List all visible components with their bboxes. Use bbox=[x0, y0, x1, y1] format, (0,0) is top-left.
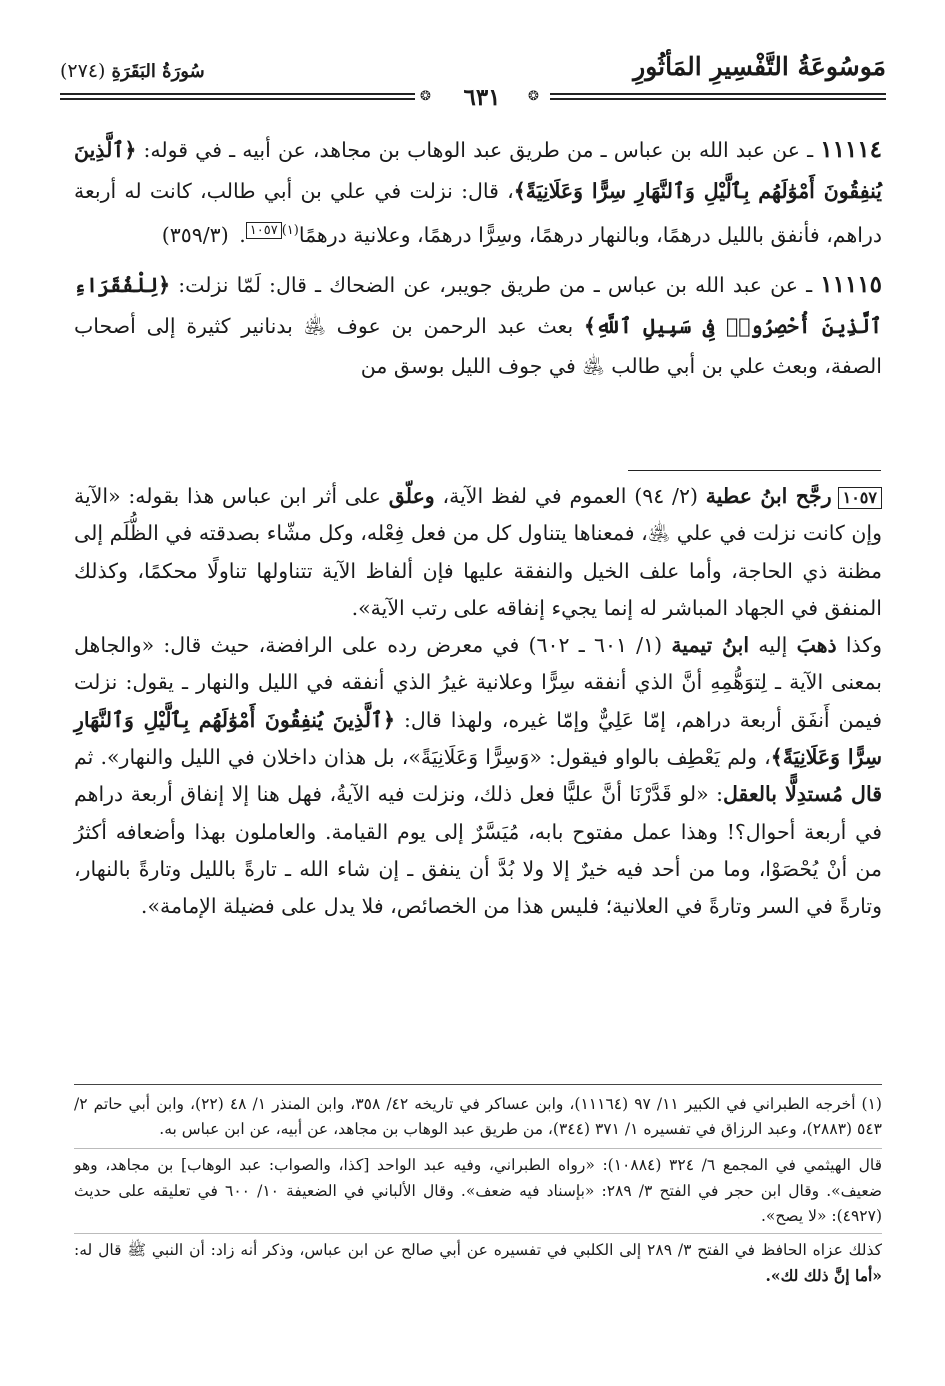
footnote bbox=[74, 1233, 882, 1289]
source-reference: (٣٥٩/٣) bbox=[161, 222, 229, 247]
commentary-verb: ذهبَ bbox=[796, 633, 837, 658]
quran-verse: ﴿لِلْفُقَرَاءِ ٱلَّذِينَ أُحْصِرُوا۟ فِى سَبِيلِ ٱللَّهِ﴾ bbox=[74, 273, 883, 338]
scholar-name: ابنُ تيمية bbox=[671, 633, 750, 658]
commentary-text: (١/ ٦٠١ ـ ٦٠٢) في معرض رده على الرافضة، حيث قال: «والجاهل بمعنى الآية ـ لِتوَهُّمِهِ أنَّ الذي أنفقه سِرًّا وعلانية غيرُ الذي أنفقه في الليل والنهار ـ يقول: نزلت فيمن أَنفَق أربعة دراهم، إمّا عَلِيٌّ وإمّا غيره، ولهذا قال: bbox=[74, 633, 882, 732]
rule-line bbox=[60, 93, 415, 95]
entry-number: ١١١١٤ bbox=[820, 136, 882, 163]
footnote: (١) أخرجه الطبراني في الكبير ١١/ ٩٧ (١١١٦٤)، وابن عساكر في تاريخه ٤٢/ ٣٥٨، وابن المنذر ١/ ٤٨ (٢٢)، وابن أبي حاتم ٢/ ٥٤٣ (٢٨٨٣)، وعبد الرزاق في تفسيره ١/ ٣٧١ (٣٤٤)، من طريق عبد الوهاب بن مجاهد، عن أبيه، عن ابن عباس به. bbox=[74, 1095, 882, 1139]
commentary-text: ، ولم يَعْطِف بالواو فيقول: «وَسِرًّا وَعَلَانِيَةً»، بل هذان داخلان في الليل والنهار». ثم bbox=[74, 745, 771, 770]
commentary-number: ١٠٥٧ bbox=[838, 487, 882, 509]
entry-text: ، قال: نزلت في علي بن أبي طالب، كانت له أربعة دراهم، فأنفق بالليل درهمًا، وبالنهار درهمًا، وسِرًّا درهمًا، وعلانية درهمًا bbox=[74, 178, 882, 247]
page-number: ٦٣١ bbox=[463, 84, 501, 111]
entry-11115 bbox=[74, 265, 882, 387]
commentary-text: : «لو قَدَّرْنَا أنَّ عليًّا فعل ذلك، ونزلت فيه الآيةُ، فهل هنا إلا إنفاق أربعة دراهم في أربعة أحوال؟! وهذا عمل مفتوح بابه، مُيَسَّرٌ إلى يوم القيامة. والعاملون بهذا وأضعافه أكثرُ من أنْ يُحْصَوْا، وما من أحد فيه خيرٌ إلا ولا بُدَّ أن ينفق ـ إن شاء الله ـ تارةً بالليل وتارةً بالنهار، وتارةً في السر وتارةً في العلانية؛ فليس هذا من الخصائص، فلا يدل على فضيلة الإمامة». bbox=[74, 782, 882, 919]
surah-label bbox=[60, 60, 205, 82]
commentary-text: على أثر ابن عباس هذا بقوله: «الآية وإن كانت نزلت في علي ﵁، فمعناها يتناول كل من فعل فِعْله، وكل مشّاء بصدقته في الظُّلَم إلى مظنة ذي الحاجة، وأما علف الخيل والنفقة عليها فإن ألفاظ الآية تتناولها تناولًا محكمًا، وكذلك المنفق في الجهاد المباشر له إنما يجيء إنفاقه على رتب الآية». bbox=[74, 484, 882, 620]
verse-reference: (٢٧٤) bbox=[60, 60, 106, 82]
rule-line bbox=[550, 98, 886, 100]
entry-end: . bbox=[239, 222, 246, 247]
page-header bbox=[60, 52, 886, 112]
commentary-verb: قال مُستدِلًّا بالعقل bbox=[723, 782, 882, 807]
entry-text: ـ عن عبد الله بن عباس ـ من طريق عبد الوهاب بن مجاهد، عن أبيه ـ في قوله: bbox=[136, 138, 821, 162]
commentary-text: (٢/ ٩٤) العموم في لفظ الآية، bbox=[434, 484, 706, 508]
footnote-separator bbox=[74, 1084, 882, 1085]
rule-line bbox=[60, 98, 415, 100]
footnote-text: كذلك عزاه الحافظ في الفتح ٣/ ٢٨٩ إلى الكلبي في تفسيره عن أبي صالح عن ابن عباس، وذكر أنه زاد: أن النبي ﷺ قال له: bbox=[74, 1241, 882, 1260]
commentary-text: وكذا bbox=[836, 633, 882, 658]
surah-name: سُورَةُ البَقَرَةِ bbox=[111, 61, 205, 82]
ornament-icon: ❂ bbox=[420, 89, 431, 104]
commentary-text: رجَّح bbox=[787, 484, 832, 508]
commentary-verb: وعلّق bbox=[388, 484, 435, 508]
quran-verse: ﴿ٱلَّذِينَ يُنفِقُونَ أَمْوَٰلَهُم بِٱلَّيْلِ وَٱلنَّهَارِ سِرًّا وَعَلَانِيَةً﴾ bbox=[74, 138, 883, 203]
rule-line bbox=[550, 93, 886, 95]
entry-text: بعث عبد الرحمن بن عوف ﵁ بدنانير كثيرة إلى أصحاب الصفة، وبعث علي بن أبي طالب ﵁ في جوف الليل بوسق من bbox=[74, 313, 882, 379]
commentary-separator bbox=[628, 470, 881, 471]
entry-text: ـ عن عبد الله بن عباس ـ من طريق جويبر، عن الضحاك ـ قال: لَمّا نزلت: bbox=[170, 273, 821, 298]
commentary-block bbox=[74, 478, 882, 926]
commentary-text: إليه bbox=[749, 633, 797, 658]
book-title: مَوسُوعَةُ التَّفْسِيرِ المَأثُورِ bbox=[633, 52, 886, 81]
entry-11114 bbox=[74, 130, 882, 255]
commentary-paragraph bbox=[74, 478, 882, 627]
header-rule bbox=[60, 84, 886, 111]
footnote-quote: «أما إنَّ ذلك لك». bbox=[765, 1266, 882, 1286]
footnotes bbox=[74, 1092, 882, 1289]
footnote-marker[interactable]: (١) bbox=[281, 223, 299, 238]
ornament-icon: ❂ bbox=[528, 89, 539, 104]
main-text bbox=[74, 130, 882, 397]
scholar-name: ابنُ عطية bbox=[705, 484, 788, 508]
footnote: قال الهيثمي في المجمع ٦/ ٣٢٤ (١٠٨٨٤): «رواه الطبراني، وفيه عبد الواحد [كذا، والصواب: عبد الوهاب] بن مجاهد، وهو ضعيف». وقال ابن حجر في الفتح ٣/ ٢٨٩: «بإسناد فيه ضعف». وقال الألباني في الضعيفة ١٠/ ٦٠٠ في تعليقه على حديث (٤٩٢٧): «لا يصح». bbox=[74, 1148, 882, 1229]
quran-verse: ﴿ٱلَّذِينَ يُنفِقُونَ أَمْوَٰلَهُم بِٱلَّيْلِ وَٱلنَّهَارِ سِرًّا وَعَلَانِيَةً﴾ bbox=[74, 707, 883, 770]
commentary-marker[interactable]: ١٠٥٧ bbox=[246, 222, 282, 239]
entry-number: ١١١١٥ bbox=[820, 271, 882, 299]
commentary-paragraph bbox=[74, 627, 882, 925]
